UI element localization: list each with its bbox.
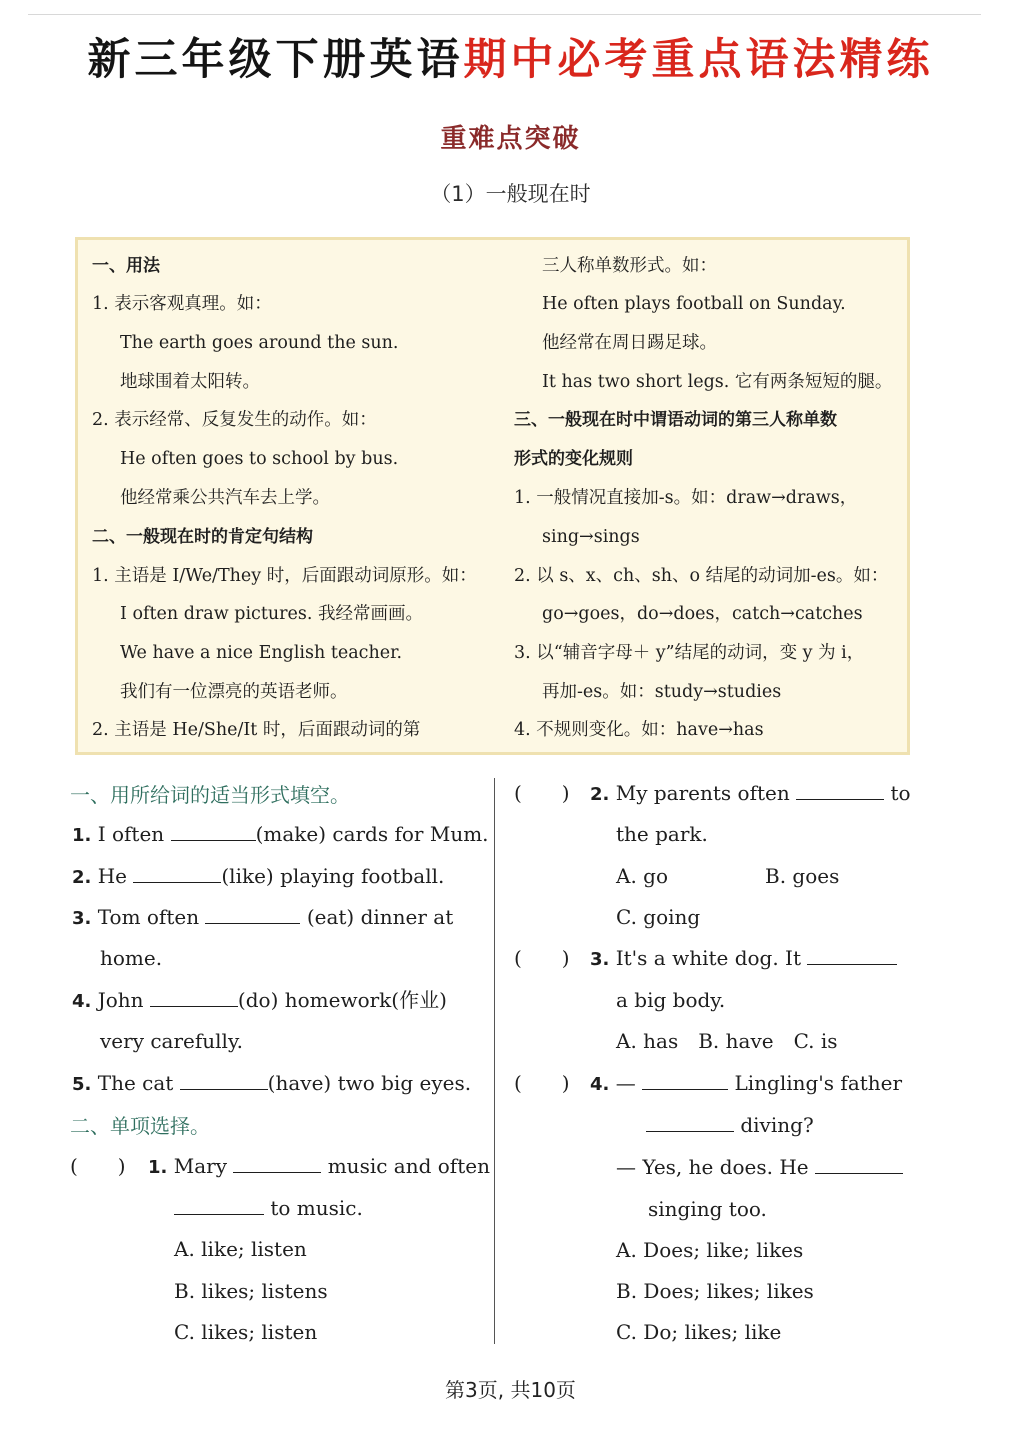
question-text: John [97, 988, 144, 1012]
banner-title-black: 新三年级下册英语 [87, 35, 464, 85]
choice-question-4 [590, 1069, 902, 1099]
box-line: 3. 以“辅音字母＋ y”结尾的动词，变 y 为 i， [514, 643, 865, 663]
option-b[interactable]: B. Does; likes; likes [616, 1279, 814, 1303]
option-a[interactable]: A. like; listen [174, 1237, 307, 1261]
answer-blank[interactable] [646, 1111, 734, 1132]
answer-blank[interactable] [180, 1069, 268, 1090]
question-number: 3. [72, 908, 92, 929]
choice-question-4-cont [646, 1111, 814, 1139]
choice-question-2-cont: the park. [616, 822, 708, 846]
box-line: 1. 表示客观真理。如： [92, 294, 272, 314]
question-text: Lingling's father [734, 1071, 903, 1095]
answer-paren[interactable]: ( ) [514, 781, 570, 805]
box-line: 2. 主语是 He/She/It 时，后面跟动词的第 [92, 720, 421, 740]
fill-question-4 [72, 986, 447, 1016]
topic-title: （1）一般现在时 [430, 182, 591, 206]
question-number: 2. [72, 867, 92, 888]
box-line: 4. 不规则变化。如：have→has [514, 720, 764, 740]
answer-blank[interactable] [205, 903, 300, 924]
box-line: It has two short legs. 它有两条短短的腿。 [542, 372, 893, 392]
choice-question-3-cont: a big body. [616, 988, 726, 1012]
box-line: We have a nice English teacher. [120, 643, 403, 663]
answer-blank[interactable] [807, 944, 897, 965]
option-c[interactable]: C. Do; likes; like [616, 1320, 782, 1344]
question-text: to music. [270, 1196, 363, 1220]
box-line: 他经常在周日踢足球。 [542, 333, 717, 353]
box-line: 三、一般现在时中谓语动词的第三人称单数 [514, 410, 837, 430]
page-footer: 第3页, 共10页 [445, 1378, 576, 1402]
box-line: 他经常乘公共汽车去上学。 [120, 488, 330, 508]
box-line: go→goes，do→does，catch→catches [542, 604, 863, 624]
question-text: It's a white dog. It [615, 946, 801, 970]
banner-title [0, 26, 1021, 87]
choice-question-1-cont [174, 1194, 363, 1222]
question-text: (do) homework(作业) [237, 988, 447, 1012]
question-text: — [615, 1071, 636, 1095]
option-b[interactable]: B. goes [765, 864, 840, 888]
option-b[interactable]: B. likes; listens [174, 1279, 328, 1303]
fill-question-4-cont: very carefully. [100, 1029, 243, 1053]
box-line: 地球围着太阳转。 [120, 372, 260, 392]
question-text: diving? [740, 1113, 814, 1137]
option-a[interactable]: A. go [616, 864, 669, 888]
question-text: to [890, 781, 911, 805]
box-line: I often draw pictures. 我经常画画。 [120, 604, 423, 624]
answer-blank[interactable] [233, 1152, 321, 1173]
question-number: 5. [72, 1074, 92, 1095]
box-line: 1. 主语是 I/We/They 时，后面跟动词原形。如： [92, 566, 477, 586]
answer-blank[interactable] [171, 820, 256, 841]
question-number: 4. [72, 991, 92, 1012]
options-row[interactable]: A. has B. have C. is [616, 1029, 838, 1053]
box-line: 一、用法 [92, 256, 160, 276]
question-text: — Yes, he does. He [616, 1155, 809, 1179]
choice-question-3 [590, 944, 897, 974]
question-text: (have) two big eyes. [267, 1071, 472, 1095]
fill-question-5 [72, 1069, 471, 1099]
choice-question-4-reply-cont: singing too. [648, 1197, 767, 1221]
question-text: music and often [327, 1154, 490, 1178]
choice-question-2 [590, 779, 911, 809]
part1-title: 一、用所给词的适当形式填空。 [70, 783, 350, 807]
question-text: He [97, 864, 128, 888]
answer-blank[interactable] [174, 1194, 264, 1215]
answer-paren[interactable]: ( ) [514, 1071, 570, 1095]
option-c[interactable]: C. going [616, 905, 701, 929]
box-line: He often plays football on Sunday. [542, 294, 846, 314]
question-text: My parents often [615, 781, 790, 805]
grammar-summary-box [75, 237, 910, 755]
question-text: Mary [173, 1154, 227, 1178]
question-text: The cat [97, 1071, 174, 1095]
question-text: (eat) dinner at [306, 905, 454, 929]
box-line: 我们有一位漂亮的英语老师。 [120, 682, 348, 702]
box-line: He often goes to school by bus. [120, 449, 399, 469]
fill-question-3 [72, 903, 453, 933]
answer-paren[interactable]: ( ) [70, 1154, 126, 1178]
question-number: 2. [590, 784, 610, 805]
choice-question-4-reply [616, 1153, 903, 1181]
question-text: (make) cards for Mum. [255, 822, 489, 846]
answer-blank[interactable] [815, 1153, 903, 1174]
choice-question-1 [148, 1152, 490, 1182]
box-line: 2. 以 s、x、ch、sh、o 结尾的动词加-es。如： [514, 566, 889, 586]
box-line: 形式的变化规则 [514, 449, 633, 469]
section-title: 重难点突破 [440, 124, 581, 154]
answer-blank[interactable] [150, 986, 238, 1007]
answer-paren[interactable]: ( ) [514, 946, 570, 970]
column-divider [494, 778, 495, 1344]
answer-blank[interactable] [796, 779, 884, 800]
question-number: 1. [148, 1157, 168, 1178]
box-line: 再加-es。如：study→studies [542, 682, 782, 702]
fill-question-2 [72, 862, 444, 892]
question-number: 1. [72, 825, 92, 846]
question-number: 3. [590, 949, 610, 970]
top-rule [28, 14, 981, 15]
option-a[interactable]: A. Does; like; likes [616, 1238, 804, 1262]
question-text: I often [97, 822, 165, 846]
box-line: The earth goes around the sun. [120, 333, 399, 353]
answer-blank[interactable] [642, 1069, 728, 1090]
fill-question-1 [72, 820, 489, 850]
box-line: 2. 表示经常、反复发生的动作。如： [92, 410, 377, 430]
banner-title-red: 期中必考重点语法精练 [463, 35, 934, 85]
answer-blank[interactable] [133, 862, 221, 883]
box-line: 1. 一般情况直接加-s。如：draw→draws， [514, 488, 858, 508]
option-c[interactable]: C. likes; listen [174, 1320, 318, 1344]
part2-title: 二、单项选择。 [70, 1114, 210, 1138]
question-number: 4. [590, 1074, 610, 1095]
box-line: sing→sings [542, 527, 640, 547]
fill-question-3-cont: home. [100, 946, 163, 970]
question-text: Tom often [97, 905, 200, 929]
box-line: 二、一般现在时的肯定句结构 [92, 527, 313, 547]
question-text: (like) playing football. [221, 864, 445, 888]
box-line: 三人称单数形式。如： [542, 256, 717, 276]
